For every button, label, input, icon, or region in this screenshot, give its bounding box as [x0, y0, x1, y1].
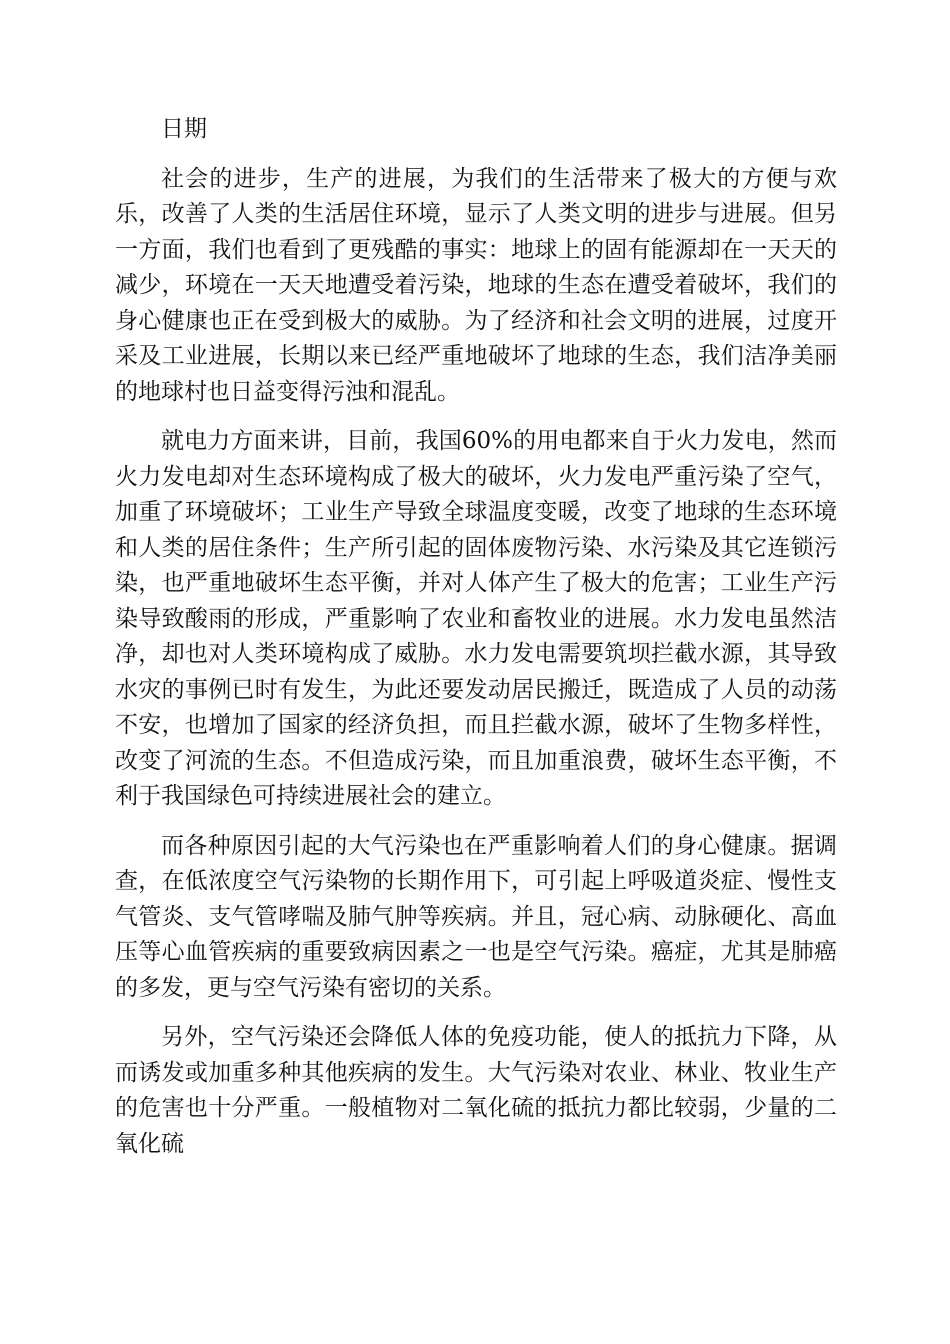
document-body — [115, 112, 837, 1162]
paragraph-progress-and-damage: 社会的进步，生产的进展，为我们的生活带来了极大的方便与欢乐，改善了人类的生活居住环境，显示了人类文明的进步与进展。但另一方面，我们也看到了更残酷的事实：地球上的固有能源却在一天天的减少，环境在一天天地遭受着污染，地球的生态在遭受着破坏，我们的身心健康也正在受到极大的威胁。为了经济和社会文明的进展，过度开采及工业进展，长期以来已经严重地破坏了地球的生态，我们洁净美丽的地球村也日益变得污浊和混乱。 — [115, 165, 837, 405]
paragraph-air-pollution-health: 而各种原因引起的大气污染也在严重影响着人们的身心健康。据调查，在低浓度空气污染物的长期作用下，可引起上呼吸道炎症、慢性支气管炎、支气管哮喘及肺气肿等疾病。并且，冠心病、动脉硬化、高血压等心血管疾病的重要致病因素之一也是空气污染。癌症，尤其是肺癌的多发，更与空气污染有密切的关系。 — [115, 832, 837, 1001]
paragraph-electric-power: 就电力方面来讲，目前，我国60%的用电都来自于火力发电，然而火力发电却对生态环境构成了极大的破坏，火力发电严重污染了空气，加重了环境破坏；工业生产导致全球温度变暖，改变了地球的生态环境和人类的居住条件；生产所引起的固体废物污染、水污染及其它连锁污染，也严重地破坏生态平衡，并对人体产生了极大的危害；工业生产污染导致酸雨的形成，严重影响了农业和畜牧业的进展。水力发电虽然洁净，却也对人类环境构成了威胁。水力发电需要筑坝拦截水源，其导致水灾的事例已时有发生，为此还要发动居民搬迁，既造成了人员的动荡不安，也增加了国家的经济负担，而且拦截水源，破坏了生物多样性，改变了河流的生态。不但造成污染，而且加重浪费，破坏生态平衡，不利于我国绿色可持续进展社会的建立。 — [115, 428, 837, 809]
date-label: 日期 — [161, 116, 207, 142]
paragraph-immune-and-agriculture: 另外，空气污染还会降低人体的免疫功能，使人的抵抗力下降，从而诱发或加重多种其他疾病的发生。大气污染对农业、林业、牧业生产的危害也十分严重。一般植物对二氧化硫的抵抗力都比较弱，少量的二氧化硫 — [115, 1024, 837, 1157]
